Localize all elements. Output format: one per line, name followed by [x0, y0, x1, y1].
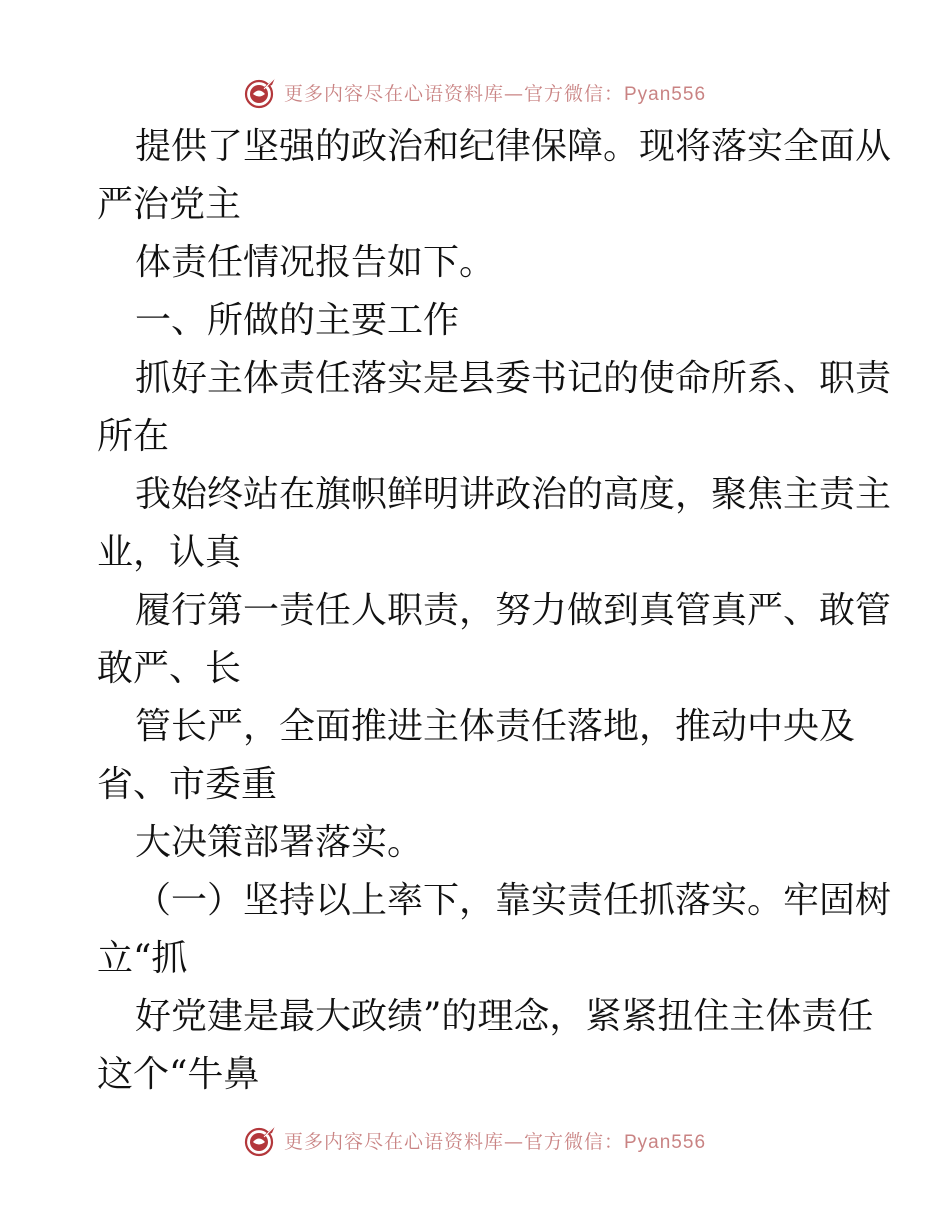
text-line: 严治党主 [97, 184, 242, 225]
pen-nib-logo-icon [244, 75, 278, 109]
wechat-id: Pyan556 [624, 1131, 707, 1153]
banner-text: 更多内容尽在心语资料库—官方微信：Pyan556 [283, 82, 707, 105]
pen-nib-logo-icon [244, 1123, 278, 1157]
header-banner [0, 72, 950, 112]
text-line: 履行第一责任人职责，努力做到真管真严、敢管 [135, 590, 892, 631]
text-line: 一、所做的主要工作 [135, 300, 460, 341]
text-line: 我始终站在旗帜鲜明讲政治的高度，聚焦主责主 [135, 474, 892, 515]
text-line: 管长严，全面推进主体责任落地，推动中央及 [135, 706, 856, 747]
text-line: 体责任情况报告如下。 [135, 242, 496, 283]
text-line: 敢严、长 [97, 648, 242, 689]
text-line: 省、市委重 [97, 764, 278, 805]
text-line: 抓好主体责任落实是县委书记的使命所系、职责 [135, 358, 892, 399]
body-text [97, 118, 892, 1104]
banner-text: 更多内容尽在心语资料库—官方微信：Pyan556 [283, 1130, 707, 1153]
text-line: （一）坚持以上率下，靠实责任抓落实。牢固树 [135, 880, 892, 921]
text-line: 大决策部署落实。 [135, 822, 424, 863]
text-line: 提供了坚强的政治和纪律保障。现将落实全面从 [135, 126, 892, 167]
footer-banner [0, 1120, 950, 1160]
text-line: 好党建是最大政绩”的理念，紧紧扭住主体责任 [135, 996, 874, 1037]
text-line: 所在 [97, 416, 170, 457]
text-line: 业，认真 [97, 532, 242, 573]
text-line: 立“抓 [97, 938, 188, 979]
wechat-id: Pyan556 [624, 83, 707, 105]
text-line: 这个“牛鼻 [97, 1054, 260, 1095]
